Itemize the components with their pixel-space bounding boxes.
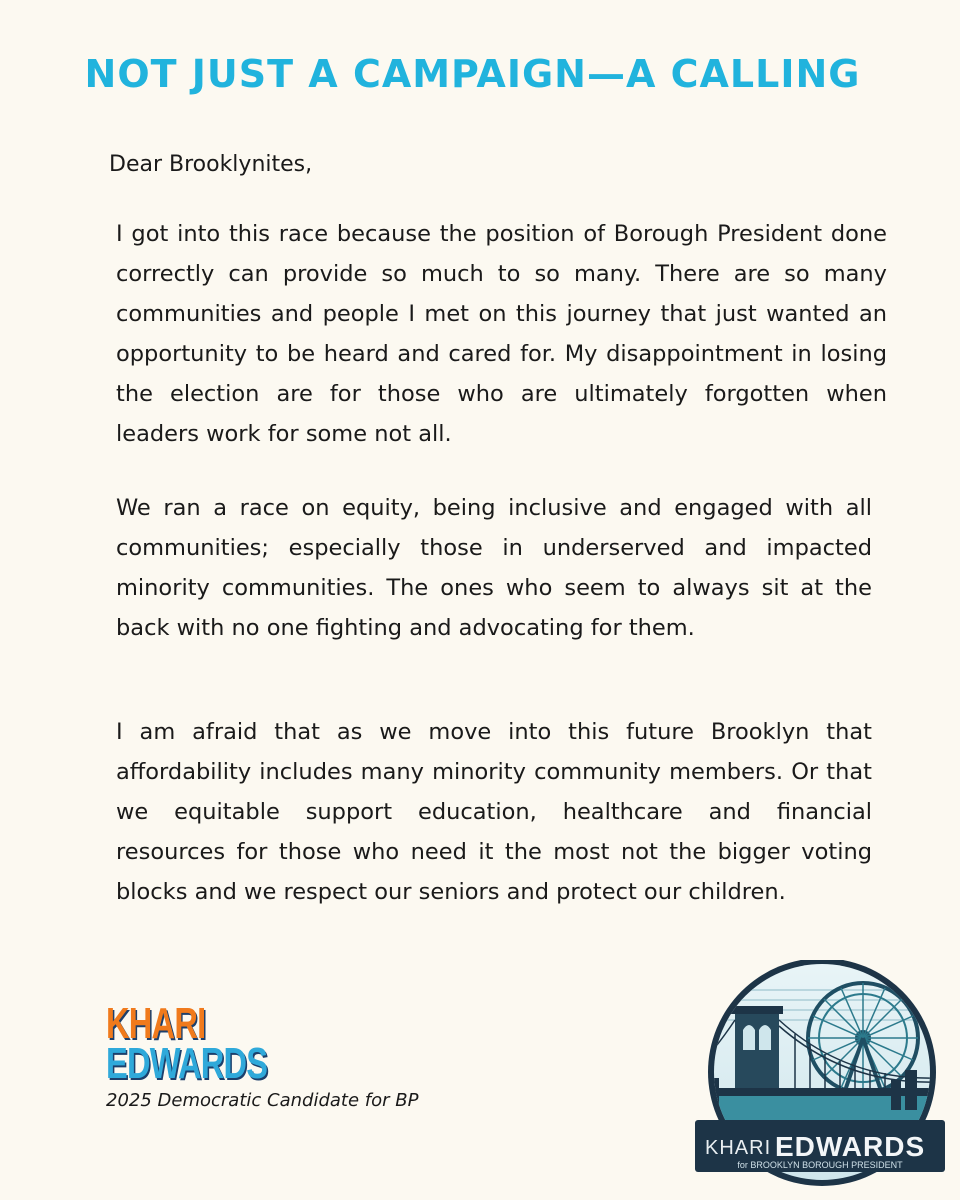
- campaign-logo: [695, 960, 945, 1200]
- logo-tagline: for BROOKLYN BOROUGH PRESIDENT: [737, 1160, 903, 1170]
- signature-first-name: KHARI: [106, 999, 206, 1048]
- signature-block: [106, 999, 419, 1111]
- letter-paragraph-2: We ran a race on equity, being inclusive and engaged with all communities; especially those in underserved and impacted minority communities. The ones who seem to always sit at the back with no one fighting and advocating for them.: [116, 495, 872, 641]
- salutation: Dear Brooklynites,: [109, 152, 313, 177]
- page-title: NOT JUST A CAMPAIGN—A CALLING: [84, 52, 861, 96]
- letter-paragraph-3: I am afraid that as we move into this future Brooklyn that affordability includes many minority community members. Or that we equitable support education, healthcare and financial resources for those who need it the most not the bigger voting blocks and we respect our seniors and protect our children.: [116, 719, 872, 905]
- logo-last-name: EDWARDS: [775, 1131, 926, 1162]
- campaign-logo-emblem: [695, 960, 945, 1200]
- logo-first-name: KHARI: [705, 1137, 772, 1159]
- candidate-subtitle: 2025 Democratic Candidate for BP: [106, 1090, 419, 1111]
- signature-last-name: EDWARDS: [106, 1039, 268, 1088]
- letter-paragraph-1: I got into this race because the position of Borough President done correctly can provide so much to so many. There are so many communities and people I met on this journey that just wanted an opportunity to be heard and cared for. My disappointment in losing the election are for those who are ultimately forgotten when leaders work for some not all.: [116, 221, 887, 447]
